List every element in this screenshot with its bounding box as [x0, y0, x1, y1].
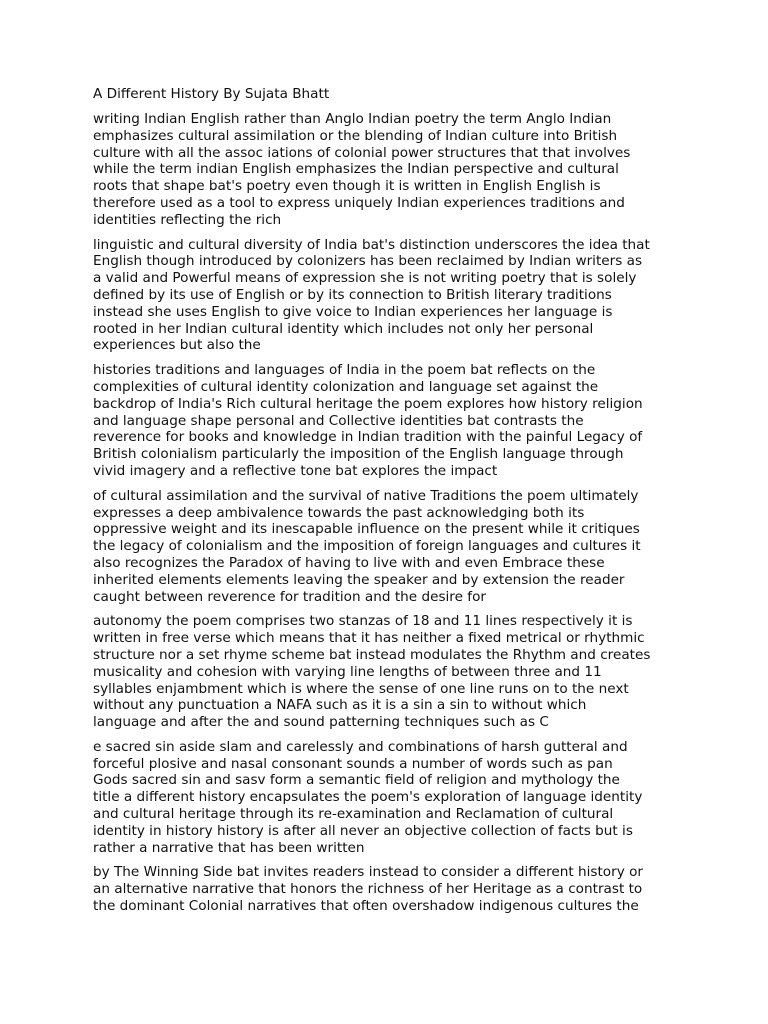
text-line: English though introduced by colonizers has been reclaimed by Indian writers as [93, 253, 643, 270]
text-line: expresses a deep ambivalence towards the past acknowledging both its [93, 504, 585, 521]
text-line: forceful plosive and nasal consonant sounds a number of words such as pan [93, 755, 613, 772]
text-line: language and after the and sound patterning techniques such as C [93, 714, 549, 731]
text-line: rooted in her Indian cultural identity which includes not only her personal [93, 320, 594, 337]
document-page [93, 86, 693, 923]
text-line: histories traditions and languages of India in the poem bat reflects on the [93, 362, 596, 379]
paragraph-5 [93, 613, 693, 731]
text-line: culture with all the assoc iations of colonial power structures that that involves [93, 144, 631, 161]
document-title: A Different History By Sujata Bhatt [93, 86, 330, 102]
text-line: complexities of cultural identity colonization and language set against the [93, 378, 599, 395]
text-line: emphasizes cultural assimilation or the blending of Indian culture into British [93, 127, 618, 144]
text-line: e sacred sin aside slam and carelessly and combinations of harsh gutteral and [93, 738, 628, 755]
text-line: writing Indian English rather than Anglo Indian poetry the term Anglo Indian [93, 111, 612, 127]
text-line: caught between reverence for tradition and the desire for [93, 588, 486, 605]
text-line: linguistic and cultural diversity of India bat's distinction underscores the idea that [93, 236, 650, 253]
text-line: title a different history encapsulates the poem's exploration of language identity [93, 789, 643, 806]
text-line: syllables enjambment which is where the sense of one line runs on to the next [93, 680, 629, 697]
text-line: Gods sacred sin and sasv form a semantic field of religion and mythology the [93, 772, 620, 789]
text-line: and language shape personal and Collective identities bat contrasts the [93, 412, 584, 429]
text-line: by The Winning Side bat invites readers instead to consider a different history or [93, 864, 643, 881]
text-line: experiences but also the [93, 337, 261, 354]
text-line: inherited elements elements leaving the speaker and by extension the reader [93, 571, 625, 588]
text-line: therefore used as a tool to express uniquely Indian experiences traditions and [93, 194, 625, 211]
text-line: the dominant Colonial narratives that often overshadow indigenous cultures the [93, 898, 639, 915]
text-line: the legacy of colonialism and the imposition of foreign languages and cultures it [93, 538, 641, 555]
text-line: and cultural heritage through its re-examination and Reclamation of cultural [93, 806, 614, 823]
text-line: identities reflecting the rich [93, 211, 282, 228]
text-line: of cultural assimilation and the survival of native Traditions the poem ultimately [93, 487, 639, 504]
paragraph-7 [93, 864, 693, 914]
text-line: while the term indian English emphasizes the Indian perspective and cultural [93, 161, 619, 178]
text-line: instead she uses English to give voice to Indian experiences her language is [93, 303, 613, 320]
text-line: roots that shape bat's poetry even though it is written in English English is [93, 178, 601, 195]
text-line: oppressive weight and its inescapable influence on the present while it critiques [93, 521, 640, 538]
text-line: identity in history history is after all never an objective collection of facts but is [93, 822, 633, 839]
text-line: structure nor a set rhyme scheme bat instead modulates the Rhythm and creates [93, 646, 651, 663]
text-line: rather a narrative that has been written [93, 839, 365, 856]
text-line: vivid imagery and a reflective tone bat explores the impact [93, 462, 498, 479]
text-line: without any punctuation a NAFA such as it is a sin a sin to without which [93, 697, 587, 714]
text-line: musicality and cohesion with varying line lengths of between three and 11 [93, 663, 602, 680]
paragraph-1 [93, 111, 693, 229]
text-line: autonomy the poem comprises two stanzas of 18 and 11 lines respectively it is [93, 613, 633, 630]
paragraph-6 [93, 739, 693, 857]
paragraph-2 [93, 237, 693, 355]
text-line: an alternative narrative that honors the richness of her Heritage as a contrast to [93, 881, 643, 898]
text-line: defined by its use of English or by its connection to British literary traditions [93, 286, 612, 303]
text-line: also recognizes the Paradox of having to live with and even Embrace these [93, 554, 605, 571]
text-line: written in free verse which means that it has neither a fixed metrical or rhythmic [93, 630, 645, 647]
text-line: backdrop of India's Rich cultural heritage the poem explores how history religion [93, 395, 643, 412]
text-line: British colonialism particularly the imposition of the English language through [93, 446, 624, 463]
text-line: reverence for books and knowledge in Indian tradition with the painful Legacy of [93, 429, 643, 446]
text-line: a valid and Powerful means of expression she is not writing poetry that is solely [93, 270, 637, 287]
paragraph-3 [93, 362, 693, 480]
paragraph-4 [93, 488, 693, 606]
